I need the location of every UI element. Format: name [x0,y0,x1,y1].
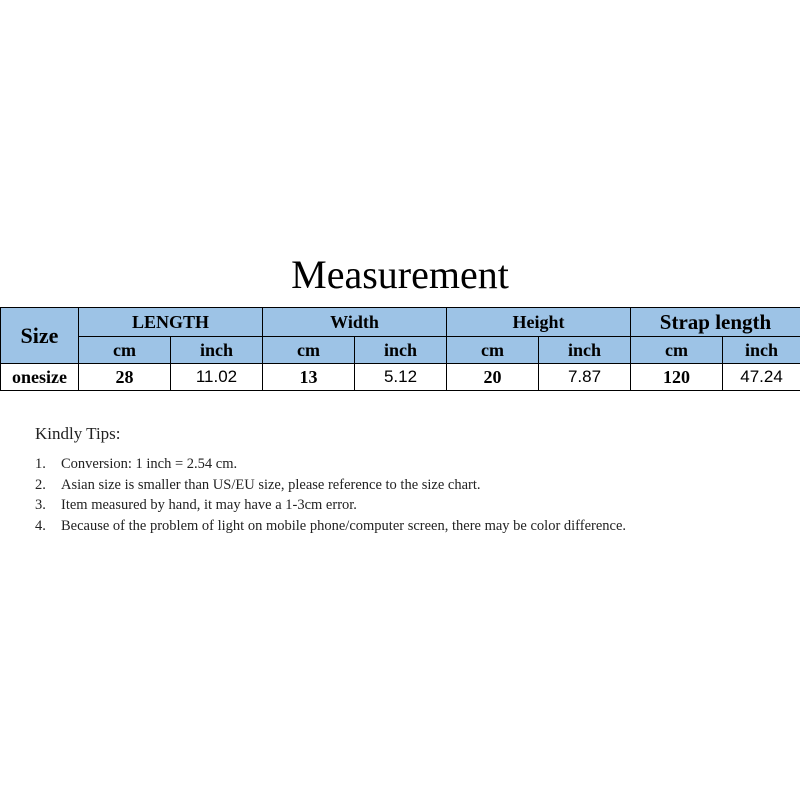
list-number: 2. [35,476,46,493]
list-item [35,454,675,475]
group-header-strap-length: Strap length [631,308,800,337]
table-cell: 120 [631,364,723,391]
table-cell: 47.24 [723,364,800,391]
list-item [35,516,675,537]
list-number: 4. [35,517,46,534]
table-cell: 28 [79,364,171,391]
list-text: Asian size is smaller than US/EU size, please reference to the size chart. [61,476,481,493]
group-header-length: LENGTH [79,308,263,337]
tips-list [35,454,675,536]
unit-header: cm [79,337,171,364]
unit-header: cm [263,337,355,364]
list-text: Item measured by hand, it may have a 1-3cm error. [61,497,357,513]
group-header-height: Height [447,308,631,337]
table-cell: 5.12 [355,364,447,391]
row-label: onesize [1,364,79,391]
unit-header: inch [539,337,631,364]
table-cell: 20 [447,364,539,391]
size-table [0,307,800,391]
unit-header: inch [723,337,800,364]
list-number: 1. [35,456,46,472]
list-item [35,475,675,496]
size-header: Size [1,308,79,364]
table-row [1,364,800,391]
page-title: Measurement [291,252,509,297]
table-cell: 11.02 [171,364,263,391]
list-item [35,495,675,516]
unit-header: inch [171,337,263,364]
unit-header: inch [355,337,447,364]
tips-title: Kindly Tips: [35,424,121,443]
group-header-width: Width [263,308,447,337]
list-text: Because of the problem of light on mobile phone/computer screen, there may be color difference. [61,517,627,534]
unit-header: cm [631,337,723,364]
list-text: Conversion: 1 inch = 2.54 cm. [61,456,238,472]
table-cell: 7.87 [539,364,631,391]
list-number: 3. [35,497,46,513]
unit-header: cm [447,337,539,364]
table-cell: 13 [263,364,355,391]
